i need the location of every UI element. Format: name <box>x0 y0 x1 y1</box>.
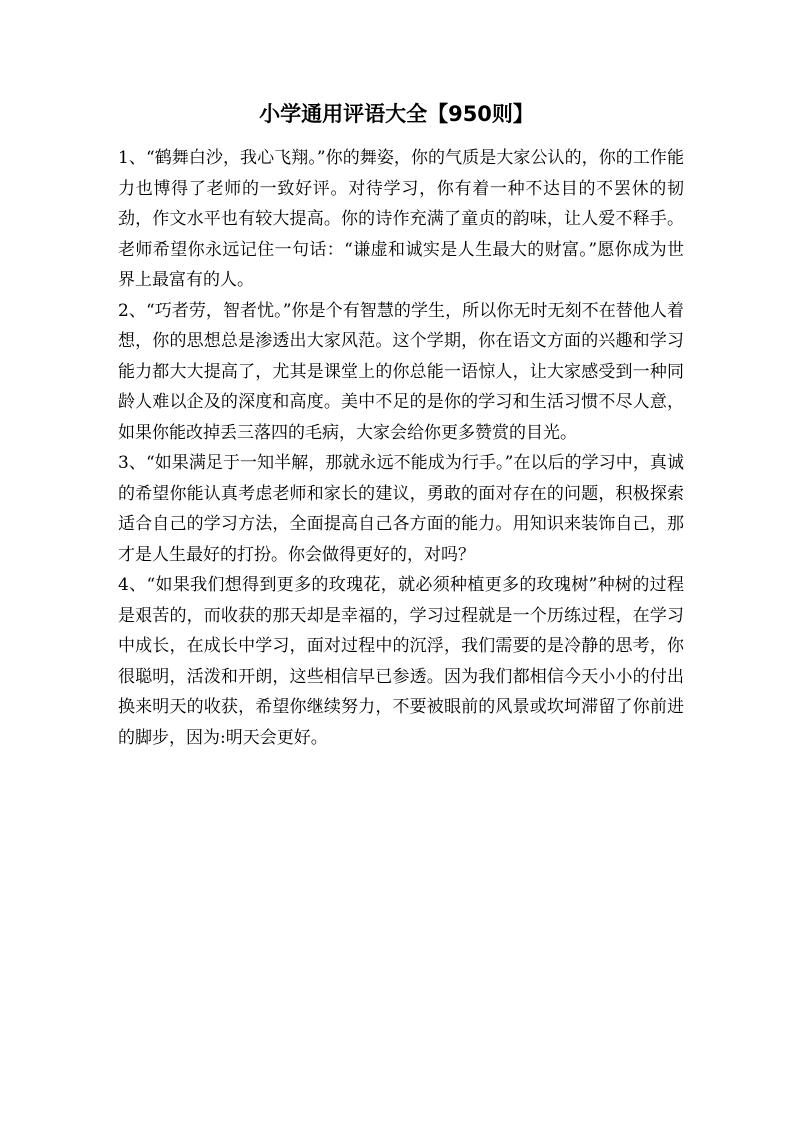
document-title: 小学通用评语大全【950则】 <box>259 102 534 126</box>
paragraph-2: 2、“巧者劳，智者忧。”你是个有智慧的学生，所以你无时无刻不在替他人着想，你的思想总是渗透出大家风范。这个学期，你在语文方面的兴趣和学习能力都大大提高了，尤其是课堂上的你总能一语惊人，让大家感受到一种同龄人难以企及的深度和高度。美中不足的是你的学习和生活习惯不尽人意，如果你能改掉丢三落四的毛病，大家会给你更多赞赏的目光。 <box>118 300 684 443</box>
paragraph-4: 4、“如果我们想得到更多的玫瑰花，就必须种植更多的玫瑰树”种树的过程是艰苦的，而收获的那天却是幸福的，学习过程就是一个历练过程，在学习中成长，在成长中学习，面对过程中的沉浮，我们需要的是冷静的思考，你很聪明，活泼和开朗，这些相信早已参透。因为我们都相信今天小小的付出换来明天的收获，希望你继续努力，不要被眼前的风景或坎坷滞留了你前进的脚步，因为:明天会更好。 <box>118 575 684 748</box>
paragraph-3: 3、“如果满足于一知半解，那就永远不能成为行手。”在以后的学习中，真诚的希望你能认真考虑老师和家长的建议，勇敢的面对存在的问题，积极探索适合自己的学习方法，全面提高自己各方面的能力。用知识来装饰自己，那才是人生最好的打扮。你会做得更好的，对吗？ <box>118 453 684 565</box>
document-body <box>118 143 684 753</box>
paragraph-1: 1、“鹤舞白沙，我心飞翔。”你的舞姿，你的气质是大家公认的，你的工作能力也博得了老师的一致好评。对待学习，你有着一种不达目的不罢休的韧劲，作文水平也有较大提高。你的诗作充满了童贞的韵味，让人爱不释手。老师希望你永远记住一句话：“谦虚和诚实是人生最大的财富。”愿你成为世界上最富有的人。 <box>118 148 684 290</box>
